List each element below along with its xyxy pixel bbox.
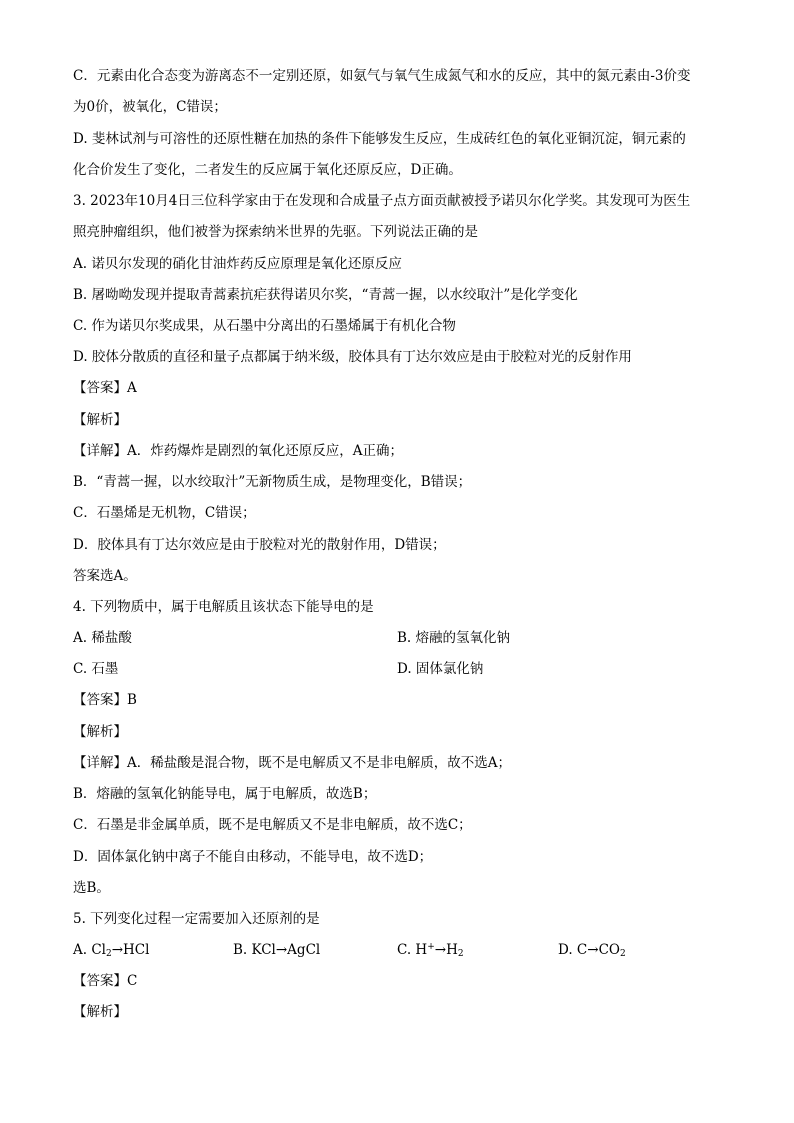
text-line: 化合价发生了变化，二者发生的反应属于氧化还原反应，D正确。: [73, 162, 462, 178]
question-3-option-b: B. 屠呦呦发现并提取青蒿素抗疟获得诺贝尔奖，“青蒿一握，以水绞取汁”是化学变化: [73, 287, 578, 303]
detail-line: D．固体氯化钠中离子不能自由移动，不能导电，故不选D；: [73, 849, 433, 865]
question-4-option-c: C. 石墨: [73, 661, 119, 677]
conclusion-line: 选B。: [73, 880, 110, 896]
question-4-option-d: D. 固体氯化钠: [397, 661, 484, 677]
question-3-stem: 3. 2023年10月4日三位科学家由于在发现和合成量子点方面贡献被授予诺贝尔化学奖。其发现可为医生: [73, 193, 691, 209]
superscript: +: [427, 942, 435, 952]
question-5-option-c: [397, 940, 464, 960]
question-3-option-c: C. 作为诺贝尔奖成果，从石墨中分离出的石墨烯属于有机化合物: [73, 318, 456, 334]
question-4-option-b: B. 熔融的氢氧化钠: [397, 630, 511, 646]
question-3-stem-cont: 照亮肿瘤组织，他们被誉为探索纳米世界的先驱。下列说法正确的是: [73, 224, 478, 240]
text-line: 为0价，被氧化，C错误；: [73, 99, 227, 115]
question-5-option-a: [73, 940, 149, 960]
text-line: C．元素由化合态变为游离态不一定别还原，如氨气与氧气生成氮气和水的反应，其中的氮元素由-3价变: [73, 68, 691, 84]
option-c-text-mid: →H: [434, 942, 458, 958]
option-c-text: C. H: [397, 942, 428, 958]
question-4-option-a: A. 稀盐酸: [73, 630, 132, 646]
detail-line: C．石墨是非金属单质，既不是电解质又不是非电解质，故不选C；: [73, 817, 472, 833]
subscript: 2: [105, 949, 112, 959]
analysis-label: 【解析】: [73, 724, 127, 740]
answer-label: 【答案】B: [73, 692, 137, 708]
question-3-option-a: A. 诺贝尔发现的硝化甘油炸药反应原理是氧化还原反应: [73, 256, 402, 272]
option-d-text: D. C→CO: [558, 942, 620, 958]
option-a-text: A. Cl: [73, 942, 106, 958]
answer-label: 【答案】C: [73, 973, 138, 989]
text-line: D. 斐林试剂与可溶性的还原性糖在加热的条件下能够发生反应，生成砖红色的氧化亚铜沉淀，铜元素的: [73, 131, 686, 147]
detail-line: 【详解】A．稀盐酸是混合物，既不是电解质又不是非电解质，故不选A；: [73, 755, 511, 771]
analysis-label: 【解析】: [73, 1004, 127, 1020]
detail-line: 【详解】A．炸药爆炸是剧烈的氧化还原反应，A正确；: [73, 443, 403, 459]
question-5-option-d: [558, 940, 626, 960]
detail-line: C．石墨烯是无机物，C错误；: [73, 505, 256, 521]
question-5-stem: 5. 下列变化过程一定需要加入还原剂的是: [73, 911, 320, 927]
analysis-label: 【解析】: [73, 412, 127, 428]
option-a-text-rest: →HCl: [111, 942, 150, 958]
answer-label: 【答案】A: [73, 380, 137, 396]
question-3-option-d: D. 胶体分散质的直径和量子点都属于纳米级，胶体具有丁达尔效应是由于胶粒对光的反射作用: [73, 349, 632, 365]
question-4-stem: 4. 下列物质中，属于电解质且该状态下能导电的是: [73, 599, 374, 615]
conclusion-line: 答案选A。: [73, 568, 137, 584]
detail-line: B．“青蒿一握，以水绞取汁”无新物质生成，是物理变化，B错误；: [73, 474, 472, 490]
subscript: 2: [619, 949, 626, 959]
detail-line: D．胶体具有丁达尔效应是由于胶粒对光的散射作用，D错误；: [73, 537, 446, 553]
subscript: 2: [457, 949, 464, 959]
detail-line: B．熔融的氢氧化钠能导电，属于电解质，故选B；: [73, 786, 377, 802]
question-5-option-b: B. KCl→AgCl: [233, 942, 321, 958]
